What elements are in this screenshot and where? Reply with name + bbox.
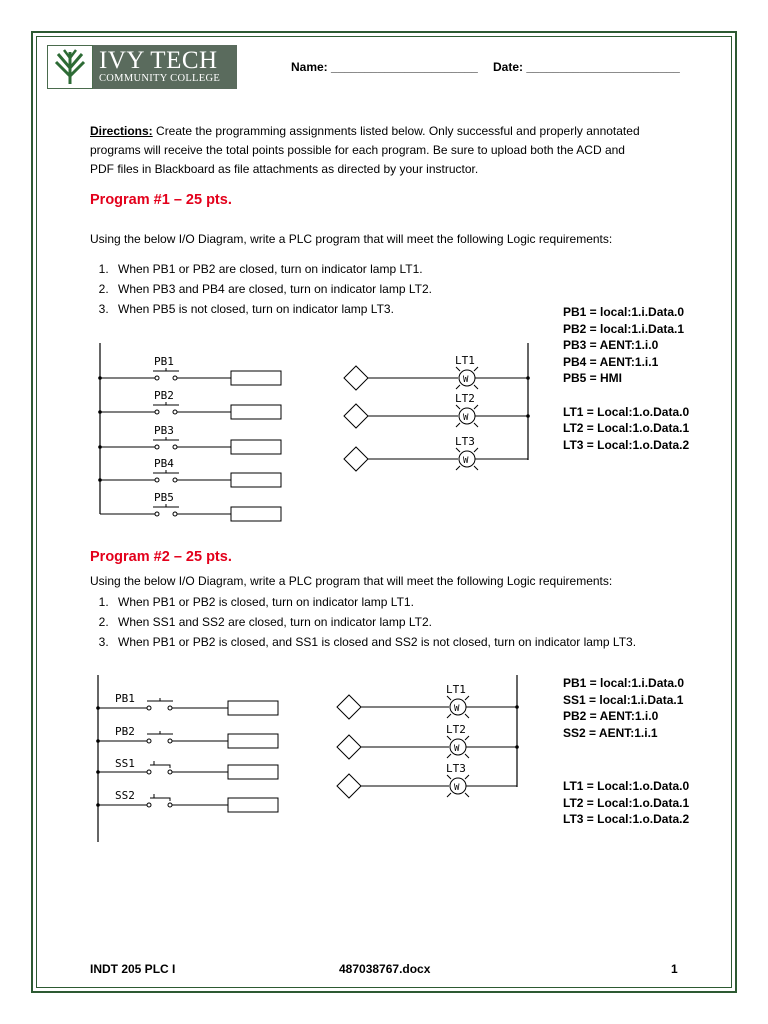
- p2-input-ss1: [96, 757, 278, 779]
- lamp-w-icon: W: [454, 704, 460, 714]
- p1-input-pb4: [98, 457, 281, 487]
- program-2-title: Program #2 – 25 pts.: [90, 549, 232, 565]
- directions-label: Directions:: [90, 124, 153, 138]
- program-2-input-diagram: [90, 672, 290, 847]
- program-1-address-map: [563, 304, 689, 453]
- program-2-req-3: 3. When PB1 or PB2 is closed, and SS1 is closed and SS2 is not closed, turn on indicator lamp LT3.: [112, 632, 636, 652]
- p2-input-ss2: [96, 789, 278, 812]
- p1-addr-lt2: LT2 = Local:1.o.Data.1: [563, 421, 690, 435]
- program-2-intro: Using the below I/O Diagram, write a PLC program that will meet the following Logic requirements:: [90, 574, 613, 588]
- program-1-intro: Using the below I/O Diagram, write a PLC program that will meet the following Logic requirements:: [90, 232, 613, 246]
- lamp-w-icon: W: [454, 783, 460, 793]
- p2-addr-lt1: LT1 = Local:1.o.Data.0: [563, 779, 690, 793]
- leaf-logo-icon: [47, 45, 93, 89]
- p2-input-pb2: [96, 725, 278, 748]
- p2-input-pb1: [96, 692, 278, 715]
- program-1-req-3: 3. When PB5 is not closed, turn on indicator lamp LT3.: [112, 299, 432, 319]
- p1-output-lt3: [344, 435, 528, 471]
- date-field-label: Date: _______________________: [493, 60, 680, 74]
- program-1-title: Program #1 – 25 pts.: [90, 192, 232, 208]
- p2-addr-ss1: SS1 = local:1.i.Data.1: [563, 692, 684, 707]
- p2-output-lt2: [337, 723, 519, 759]
- p1-label-pb3: PB3: [154, 424, 174, 437]
- directions-text-1: Create the programming assignments listed below. Only successful and properly annotated: [152, 124, 640, 138]
- program-1-req-1: 1. When PB1 or PB2 are closed, turn on indicator lamp LT1.: [112, 259, 432, 279]
- footer-file: 487038767.docx: [339, 962, 431, 976]
- p2-addr-lt2: LT2 = Local:1.o.Data.1: [563, 795, 690, 810]
- program-2-address-map-inputs: [563, 675, 684, 741]
- lamp-w-icon: W: [463, 413, 469, 423]
- p1-addr-pb4: PB4 = AENT:1.i.1: [563, 354, 659, 369]
- lamp-w-icon: W: [454, 744, 460, 754]
- p1-addr-pb2: PB2 = local:1.i.Data.1: [563, 321, 685, 336]
- name-field-label: Name: ______________________: [291, 60, 478, 74]
- program-1-input-diagram: [92, 340, 292, 525]
- p2-label-pb1: PB1: [115, 692, 135, 705]
- p1-label-lt1: LT1: [455, 354, 475, 367]
- lamp-w-icon: W: [463, 375, 469, 385]
- p2-label-lt1: LT1: [446, 683, 466, 696]
- p1-label-pb5: PB5: [154, 491, 174, 504]
- program-2-req-2: 2. When SS1 and SS2 are closed, turn on indicator lamp LT2.: [112, 612, 636, 632]
- p1-label-lt3: LT3: [455, 435, 475, 448]
- lamp-w-icon: W: [463, 456, 469, 466]
- p2-label-ss1: SS1: [115, 757, 135, 770]
- program-2-requirements: [90, 592, 636, 652]
- p1-input-pb1: [98, 355, 281, 385]
- p2-addr-lt3: LT3 = Local:1.o.Data.2: [563, 812, 690, 826]
- program-1-output-diagram: [335, 340, 535, 475]
- program-1-req-2: 2. When PB3 and PB4 are closed, turn on indicator lamp LT2.: [112, 279, 432, 299]
- p1-input-pb5: [100, 491, 281, 521]
- p1-label-lt2: LT2: [455, 392, 475, 405]
- p2-addr-ss2: SS2 = AENT:1.i.1: [563, 725, 658, 740]
- p1-label-pb1: PB1: [154, 355, 174, 368]
- p1-addr-lt1: LT1 = Local:1.o.Data.0: [563, 404, 690, 419]
- p2-label-lt3: LT3: [446, 762, 466, 775]
- footer-course: INDT 205 PLC I: [90, 962, 176, 976]
- p1-input-pb2: [98, 389, 281, 419]
- program-2-output-diagram: [330, 672, 530, 802]
- p1-input-pb3: [98, 424, 281, 454]
- p1-addr-pb1: PB1 = local:1.i.Data.0: [563, 305, 685, 319]
- p2-label-pb2: PB2: [115, 725, 135, 738]
- directions-line-3: PDF files in Blackboard as file attachments as directed by your instructor.: [90, 162, 479, 176]
- p2-addr-pb2: PB2 = AENT:1.i.0: [563, 709, 659, 723]
- program-1-requirements: [90, 259, 432, 319]
- p1-output-lt2: [344, 392, 530, 428]
- p1-addr-pb5: PB5 = HMI: [563, 371, 623, 385]
- directions-line-2: programs will receive the total points possible for each program. Be sure to upload both the ACD and: [90, 143, 625, 157]
- p2-label-ss2: SS2: [115, 789, 135, 802]
- directions-line-1: [90, 122, 640, 141]
- ivy-tech-logo: [47, 45, 237, 89]
- p2-output-lt1: [337, 683, 519, 719]
- program-2-req-1: 1. When PB1 or PB2 is closed, turn on indicator lamp LT1.: [112, 592, 636, 612]
- logo-title: IVY TECH: [99, 47, 218, 74]
- p1-addr-pb3: PB3 = AENT:1.i.0: [563, 338, 659, 352]
- p2-label-lt2: LT2: [446, 723, 466, 736]
- p2-addr-pb1: PB1 = local:1.i.Data.0: [563, 676, 685, 690]
- p1-output-lt1: [344, 354, 530, 390]
- p2-output-lt3: [337, 762, 517, 798]
- logo-subtitle: COMMUNITY COLLEGE: [99, 73, 221, 84]
- footer-page-number: 1: [671, 962, 678, 976]
- p1-label-pb4: PB4: [154, 457, 174, 470]
- program-2-address-map-outputs: [563, 778, 689, 828]
- p1-addr-lt3: LT3 = Local:1.o.Data.2: [563, 437, 690, 452]
- p1-label-pb2: PB2: [154, 389, 174, 402]
